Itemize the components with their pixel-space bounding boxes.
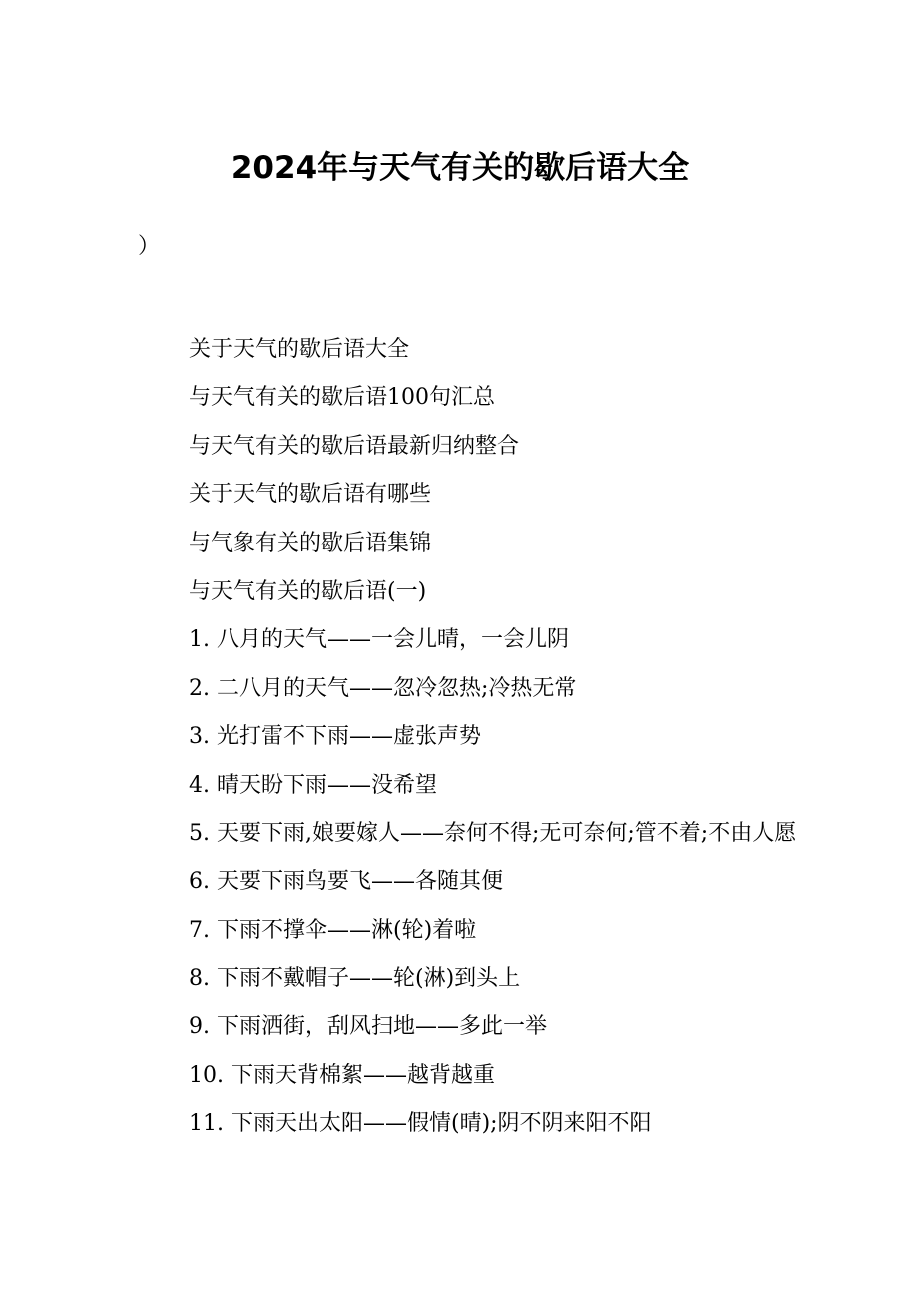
list-item: 2. 二八月的天气——忽冷忽热;冷热无常 (189, 675, 577, 701)
list-item: 3. 光打雷不下雨——虚张声势 (189, 724, 481, 750)
body-line: 关于天气的歇后语大全 (189, 337, 410, 362)
list-item: 9. 下雨洒街，刮风扫地——多此一举 (189, 1014, 547, 1040)
body-line: 与天气有关的歇后语100句汇总 (189, 385, 495, 411)
document-title: 2024年与天气有关的歇后语大全 (230, 150, 690, 186)
list-item: 1. 八月的天气——一会儿晴，一会儿阴 (189, 627, 569, 653)
list-item: 6. 天要下雨鸟要飞——各随其便 (189, 869, 503, 895)
list-item: 5. 天要下雨,娘要嫁人——奈何不得;无可奈何;管不着;不由人愿 (189, 820, 797, 846)
list-item: 10. 下雨天背棉絮——越背越重 (189, 1062, 495, 1088)
list-item: 8. 下雨不戴帽子——轮(淋)到头上 (189, 966, 521, 992)
document-body (138, 326, 798, 1149)
list-item: 7. 下雨不撑伞——淋(轮)着啦 (189, 917, 477, 943)
list-item: 11. 下雨天出太阳——假情(晴);阴不阴来阳不阳 (189, 1111, 652, 1137)
body-line: 关于天气的歇后语有哪些 (189, 482, 432, 508)
body-line: 与天气有关的歇后语(一) (189, 578, 427, 604)
list-item: 4. 晴天盼下雨——没希望 (189, 772, 437, 798)
body-line: 与气象有关的歇后语集锦 (189, 530, 432, 556)
body-line: 与天气有关的歇后语最新归纳整合 (189, 433, 520, 459)
stray-parenthesis: ） (138, 234, 161, 259)
